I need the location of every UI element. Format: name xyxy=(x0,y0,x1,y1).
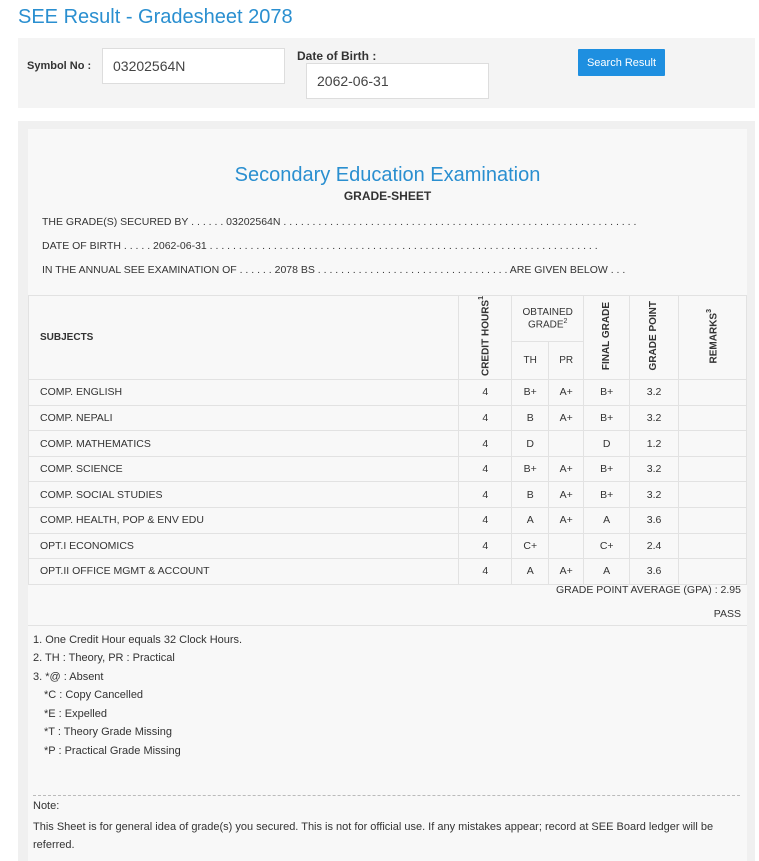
table-row xyxy=(29,533,747,559)
practical-grade-cell xyxy=(549,533,584,559)
subject-cell: COMP. SCIENCE xyxy=(29,456,459,482)
table-row xyxy=(29,405,747,431)
grade-point-header-label: GRADE POINT xyxy=(648,301,660,371)
symbol-no-input[interactable] xyxy=(102,48,285,84)
final-grade-header-label: FINAL GRADE xyxy=(600,301,612,371)
theory-grade-cell: B xyxy=(512,405,549,431)
result-status: PASS xyxy=(713,608,741,620)
remarks-header xyxy=(679,296,747,380)
gradesheet xyxy=(28,129,747,861)
practical-grade-cell: A+ xyxy=(549,559,584,585)
credit-hours-header-label: CREDIT HOURS xyxy=(480,299,492,377)
final-grade-cell: C+ xyxy=(584,533,630,559)
remarks-cell xyxy=(679,380,747,406)
credit-cell: 4 xyxy=(459,456,512,482)
final-grade-cell: B+ xyxy=(584,405,630,431)
practical-grade-cell: A+ xyxy=(549,508,584,534)
gradesheet-title: GRADE-SHEET xyxy=(343,189,432,203)
theory-grade-cell: B+ xyxy=(512,456,549,482)
legend-item: *P : Practical Grade Missing xyxy=(44,745,181,757)
legend-item: 3. *@ : Absent xyxy=(33,671,104,683)
page-title: SEE Result - Gradesheet 2078 xyxy=(18,6,293,28)
table-row xyxy=(29,559,747,585)
obtained-grade-header xyxy=(512,296,584,342)
obtained-grade-header-label: OBTAINED GRADE xyxy=(522,306,573,331)
final-grade-header xyxy=(584,296,630,380)
practical-grade-cell: A+ xyxy=(549,482,584,508)
table-row xyxy=(29,482,747,508)
subject-cell: OPT.II OFFICE MGMT & ACCOUNT xyxy=(29,559,459,585)
search-result-button[interactable]: Search Result xyxy=(578,49,665,76)
final-grade-cell: B+ xyxy=(584,380,630,406)
note-title: Note: xyxy=(33,800,60,812)
theory-grade-cell: B xyxy=(512,482,549,508)
legend-item: *E : Expelled xyxy=(44,708,107,720)
remarks-cell xyxy=(679,405,747,431)
practical-grade-cell: A+ xyxy=(549,456,584,482)
result-panel xyxy=(18,121,755,861)
theory-grade-cell: C+ xyxy=(512,533,549,559)
final-grade-cell: D xyxy=(584,431,630,457)
practical-grade-cell: A+ xyxy=(549,405,584,431)
table-row xyxy=(29,456,747,482)
subject-cell: COMP. SOCIAL STUDIES xyxy=(29,482,459,508)
grade-point-cell: 2.4 xyxy=(630,533,679,559)
remarks-header-label: REMARKS xyxy=(707,312,719,364)
grade-point-cell: 3.6 xyxy=(630,559,679,585)
search-panel xyxy=(18,38,755,108)
legend-item: *T : Theory Grade Missing xyxy=(44,726,172,738)
credit-cell: 4 xyxy=(459,380,512,406)
grade-point-header xyxy=(630,296,679,380)
remarks-cell xyxy=(679,431,747,457)
table-row xyxy=(29,380,747,406)
practical-grade-cell xyxy=(549,431,584,457)
final-grade-cell: A xyxy=(584,559,630,585)
credit-hours-footnote: 1 xyxy=(478,296,486,300)
grade-secured-line: THE GRADE(S) SECURED BY . . . . . . 03202564N . . . . . . . . . . . . . . . . . . . . . . . . . . . . . . . . . . . . . . . . . . . . . . . . . . . . . . . . . . . . . xyxy=(42,216,637,228)
grades-table xyxy=(28,295,747,585)
final-grade-cell: A xyxy=(584,508,630,534)
theory-grade-cell: A xyxy=(512,559,549,585)
table-row xyxy=(29,431,747,457)
credit-cell: 4 xyxy=(459,559,512,585)
divider xyxy=(28,625,747,626)
subject-cell: COMP. NEPALI xyxy=(29,405,459,431)
grade-point-cell: 3.2 xyxy=(630,405,679,431)
remarks-cell xyxy=(679,559,747,585)
gpa-summary: GRADE POINT AVERAGE (GPA) : 2.95 xyxy=(556,584,741,596)
subjects-header: SUBJECTS xyxy=(29,296,459,380)
remarks-cell xyxy=(679,533,747,559)
remarks-footnote: 3 xyxy=(705,308,713,313)
grade-point-cell: 3.2 xyxy=(630,482,679,508)
credit-cell: 4 xyxy=(459,431,512,457)
practical-grade-cell: A+ xyxy=(549,380,584,406)
date-of-birth-input[interactable] xyxy=(306,63,489,99)
legend-item: 1. One Credit Hour equals 32 Clock Hours. xyxy=(33,634,243,646)
theory-header: TH xyxy=(512,342,549,380)
table-row xyxy=(29,508,747,534)
final-grade-cell: B+ xyxy=(584,482,630,508)
credit-cell: 4 xyxy=(459,533,512,559)
final-grade-cell: B+ xyxy=(584,456,630,482)
dashed-divider xyxy=(33,795,740,796)
note-text: This Sheet is for general idea of grade(s) you secured. This is not for official use. If any mistakes appear; record at SEE Board ledger will be referred. xyxy=(33,821,714,851)
remarks-cell xyxy=(679,456,747,482)
credit-cell: 4 xyxy=(459,482,512,508)
subject-cell: COMP. ENGLISH xyxy=(29,380,459,406)
credit-cell: 4 xyxy=(459,405,512,431)
symbol-no-label: Symbol No : xyxy=(27,60,92,72)
grade-point-cell: 1.2 xyxy=(630,431,679,457)
grade-point-cell: 3.2 xyxy=(630,380,679,406)
credit-hours-header xyxy=(459,296,512,380)
remarks-cell xyxy=(679,482,747,508)
remarks-cell xyxy=(679,508,747,534)
subject-cell: COMP. MATHEMATICS xyxy=(29,431,459,457)
legend-item: 2. TH : Theory, PR : Practical xyxy=(33,652,175,664)
practical-header: PR xyxy=(549,342,584,380)
subject-cell: OPT.I ECONOMICS xyxy=(29,533,459,559)
date-of-birth-line: DATE OF BIRTH . . . . . 2062-06-31 . . . . . . . . . . . . . . . . . . . . . . . . . . . . . . . . . . . . . . . . . . . . . . . . . . . . . . . . . . . . . . . . . . . xyxy=(42,240,598,252)
grade-point-cell: 3.6 xyxy=(630,508,679,534)
theory-grade-cell: D xyxy=(512,431,549,457)
date-of-birth-label: Date of Birth : xyxy=(297,49,377,63)
annual-exam-line: IN THE ANNUAL SEE EXAMINATION OF . . . . . . 2078 BS . . . . . . . . . . . . . . . . . . . . . . . . . . . . . . . . . ARE GIVEN BELOW . . . xyxy=(42,264,626,276)
grade-point-cell: 3.2 xyxy=(630,456,679,482)
theory-grade-cell: B+ xyxy=(512,380,549,406)
legend-item: *C : Copy Cancelled xyxy=(44,689,144,701)
exam-title: Secondary Education Examination xyxy=(234,164,541,186)
subject-cell: COMP. HEALTH, POP & ENV EDU xyxy=(29,508,459,534)
credit-cell: 4 xyxy=(459,508,512,534)
obtained-grade-footnote: 2 xyxy=(563,317,568,325)
theory-grade-cell: A xyxy=(512,508,549,534)
